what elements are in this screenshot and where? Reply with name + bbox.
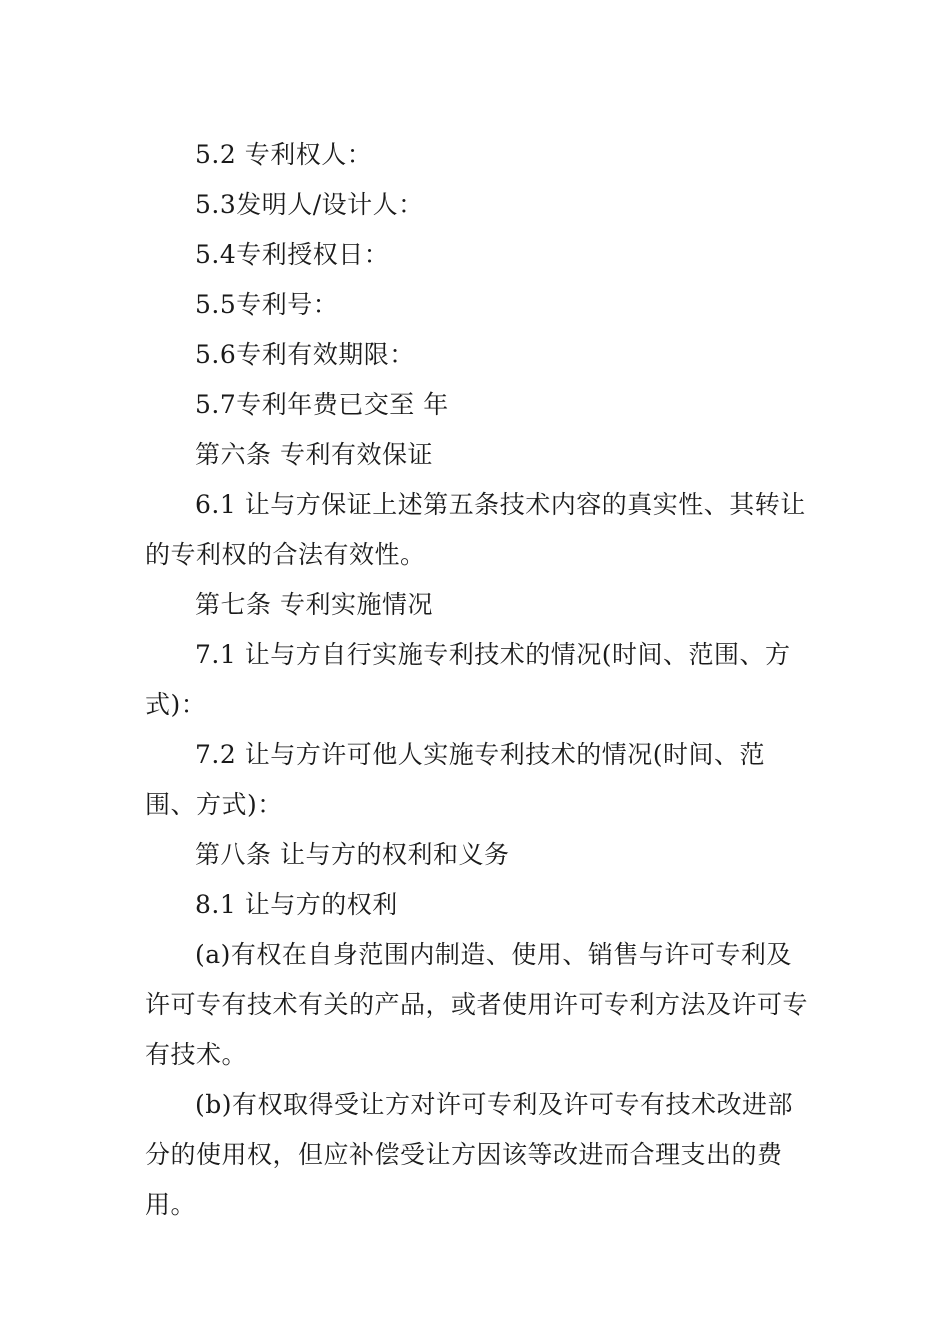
clause-5-2: 5.2 专利权人： — [195, 140, 373, 169]
clause-5-3: 5.3发明人/设计人： — [195, 190, 424, 219]
clause-7-1: 7.1 让与方自行实施专利技术的情况(时间、范围、方式)： — [145, 640, 791, 719]
article-7-heading: 第七条 专利实施情况 — [195, 590, 433, 619]
clause-8-1-a: (a)有权在自身范围内制造、使用、销售与许可专利及许可专有技术有关的产品，或者使用许可专利方法及许可专有技术。 — [145, 940, 809, 1069]
clause-7-2: 7.2 让与方许可他人实施专利技术的情况(时间、范围、方式)： — [145, 740, 765, 819]
article-8-heading: 第八条 让与方的权利和义务 — [195, 840, 510, 869]
clause-5-4: 5.4专利授权日： — [195, 240, 390, 269]
clause-6-1: 6.1 让与方保证上述第五条技术内容的真实性、其转让的专利权的合法有效性。 — [145, 490, 806, 569]
document-body — [145, 130, 815, 1230]
article-6-heading: 第六条 专利有效保证 — [195, 440, 433, 469]
clause-5-7: 5.7专利年费已交至 年 — [195, 390, 449, 419]
clause-8-1: 8.1 让与方的权利 — [195, 890, 398, 919]
clause-5-6: 5.6专利有效期限： — [195, 340, 415, 369]
clause-8-1-b: (b)有权取得受让方对许可专利及许可专有技术改进部分的使用权，但应补偿受让方因该等改进而合理支出的费用。 — [145, 1090, 794, 1219]
clause-5-5: 5.5专利号： — [195, 290, 339, 319]
